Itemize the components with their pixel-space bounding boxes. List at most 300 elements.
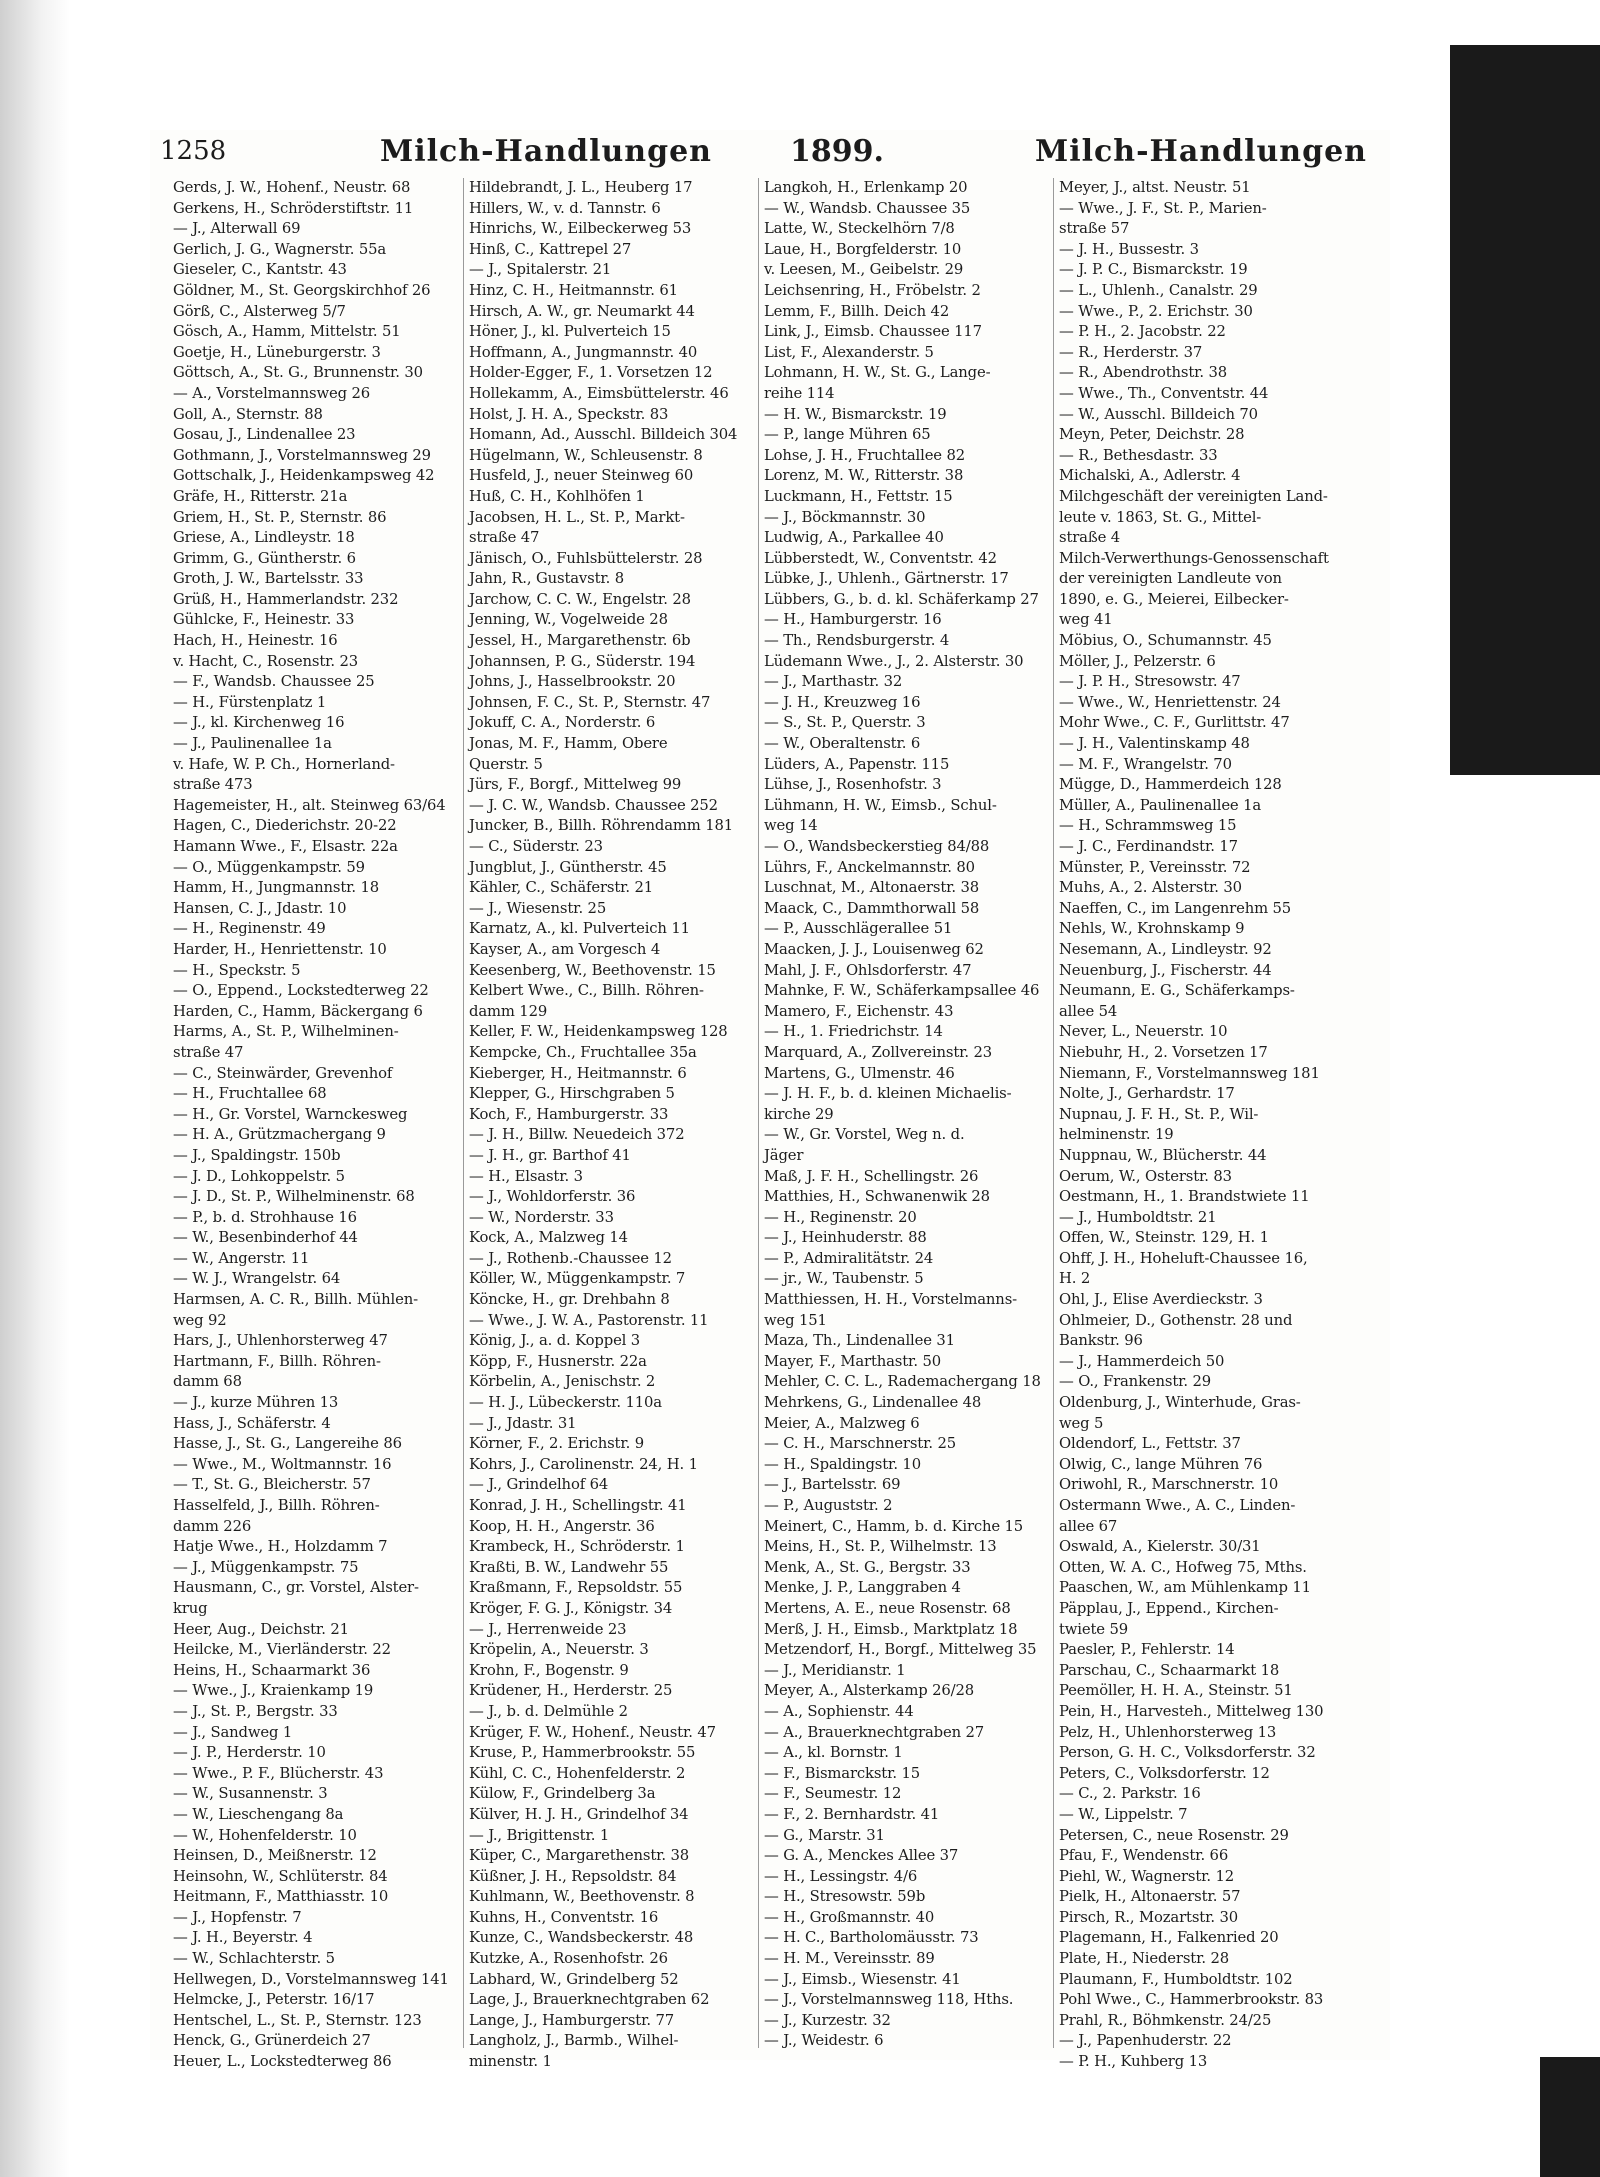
directory-entry: Küßner, J. H., Repsoldstr. 84 xyxy=(469,1867,677,1885)
directory-entry: — J., Rothenb.-Chaussee 12 xyxy=(469,1249,672,1267)
directory-entry: Heer, Aug., Deichstr. 21 xyxy=(173,1620,349,1638)
directory-entry: — H., Großmannstr. 40 xyxy=(764,1908,935,1926)
directory-entry: — H., Gr. Vorstel, Warnckesweg xyxy=(173,1105,408,1123)
directory-entry: — J., Böckmannstr. 30 xyxy=(764,508,926,526)
directory-entry: — C., Süderstr. 23 xyxy=(469,838,603,855)
directory-entry: Oldendorf, L., Fettstr. 37 xyxy=(1059,1435,1241,1453)
directory-entry: Küper, C., Margarethenstr. 38 xyxy=(469,1847,690,1865)
directory-entry: Muhs, A., 2. Alsterstr. 30 xyxy=(1059,879,1242,897)
directory-entry: allee 67 xyxy=(1059,1517,1118,1535)
directory-entry: Mügge, D., Hammerdeich 128 xyxy=(1059,776,1282,794)
directory-entry: Gosau, J., Lindenallee 23 xyxy=(173,426,356,444)
directory-entry: — W. J., Wrangelstr. 64 xyxy=(173,1270,341,1288)
directory-entry: — H., Hamburgerstr. 16 xyxy=(764,611,942,629)
directory-entry: Otten, W. A. C., Hofweg 75, Mths. xyxy=(1059,1558,1307,1576)
directory-entry: — J. H., Valentinskamp 48 xyxy=(1059,735,1250,753)
directory-entry: Lübke, J., Uhlenh., Gärtnerstr. 17 xyxy=(764,570,1009,588)
directory-entry: Meins, H., St. P., Wilhelmstr. 13 xyxy=(764,1538,997,1556)
directory-entry: — J. C. W., Wandsb. Chaussee 252 xyxy=(469,796,718,814)
directory-entry: Pirsch, R., Mozartstr. 30 xyxy=(1059,1908,1239,1926)
directory-entry: Möller, J., Pelzerstr. 6 xyxy=(1059,652,1216,670)
directory-entry: Lage, J., Brauerknechtgraben 62 xyxy=(469,1991,710,2009)
directory-entry: Johannsen, P. G., Süderstr. 194 xyxy=(469,652,696,670)
directory-entry: — J. P. C., Bismarckstr. 19 xyxy=(1059,261,1248,279)
directory-entry: — F., 2. Bernhardstr. 41 xyxy=(764,1805,940,1823)
directory-entry: — J., b. d. Delmühle 2 xyxy=(469,1702,628,1720)
directory-entry: Oriwohl, R., Marschnerstr. 10 xyxy=(1059,1476,1279,1494)
directory-entry: — J. H. F., b. d. kleinen Michaelis- xyxy=(764,1085,1012,1103)
directory-entry: Kraßmann, F., Repsoldstr. 55 xyxy=(469,1579,683,1597)
directory-entry: Oswald, A., Kielerstr. 30/31 xyxy=(1059,1538,1261,1556)
directory-entry: Link, J., Eimsb. Chaussee 117 xyxy=(764,323,982,341)
directory-entry: Luckmann, H., Fettstr. 15 xyxy=(764,487,953,505)
directory-entry: Jenning, W., Vogelweide 28 xyxy=(469,611,668,629)
directory-entry: — J. H., Beyerstr. 4 xyxy=(173,1929,313,1947)
directory-entry: — H. M., Vereinsstr. 89 xyxy=(764,1950,935,1968)
directory-entry: — J. C., Ferdinandstr. 17 xyxy=(1059,838,1238,855)
page-header xyxy=(150,130,1390,180)
directory-entry: Kähler, C., Schäferstr. 21 xyxy=(469,879,654,897)
directory-entry: — H. A., Grützmachergang 9 xyxy=(173,1126,386,1144)
directory-entry: Kelbert Wwe., C., Billh. Röhren- xyxy=(469,982,704,1000)
directory-entry: — W., Gr. Vorstel, Weg n. d. xyxy=(764,1126,965,1144)
directory-entry: damm 129 xyxy=(469,1002,548,1020)
directory-columns xyxy=(168,178,1390,2071)
directory-entry: — O., Müggenkampstr. 59 xyxy=(173,858,365,876)
directory-entry: Meier, A., Malzweg 6 xyxy=(764,1414,920,1432)
directory-entry: Lange, J., Hamburgerstr. 77 xyxy=(469,2011,675,2029)
directory-entry: — Wwe., J., Kraienkamp 19 xyxy=(173,1682,374,1700)
directory-entry: Gerkens, H., Schröderstiftstr. 11 xyxy=(173,199,414,217)
directory-entry: Keesenberg, W., Beethovenstr. 15 xyxy=(469,961,716,979)
directory-entry: Oldenburg, J., Winterhude, Gras- xyxy=(1059,1394,1301,1412)
directory-entry: Michalski, A., Adlerstr. 4 xyxy=(1059,467,1241,485)
directory-entry: Husfeld, J., neuer Steinweg 60 xyxy=(469,467,694,485)
directory-entry: Neuenburg, J., Fischerstr. 44 xyxy=(1059,961,1272,979)
directory-entry: Jänisch, O., Fuhlsbüttelerstr. 28 xyxy=(469,549,703,567)
directory-entry: Harms, A., St. P., Wilhelminen- xyxy=(173,1023,399,1041)
running-title-left: Milch-Handlungen xyxy=(380,134,712,169)
directory-entry: Jessel, H., Margarethenstr. 6b xyxy=(469,632,691,650)
directory-entry: Petersen, C., neue Rosenstr. 29 xyxy=(1059,1826,1289,1844)
directory-entry: Hamm, H., Jungmannstr. 18 xyxy=(173,879,380,897)
directory-entry: Körner, F., 2. Erichstr. 9 xyxy=(469,1435,645,1453)
directory-entry: Köpp, F., Husnerstr. 22a xyxy=(469,1352,647,1370)
directory-entry: reihe 114 xyxy=(764,384,835,402)
directory-entry: Hildebrandt, J. L., Heuberg 17 xyxy=(469,179,693,196)
directory-entry: twiete 59 xyxy=(1059,1620,1128,1638)
directory-entry: straße 47 xyxy=(173,1043,244,1061)
directory-entry: Kieberger, H., Heitmannstr. 6 xyxy=(469,1064,687,1082)
directory-entry: Lüders, A., Papenstr. 115 xyxy=(764,755,950,773)
directory-entry: Hinrichs, W., Eilbeckerweg 53 xyxy=(469,220,692,238)
directory-entry: Görß, C., Alsterweg 5/7 xyxy=(173,302,346,320)
directory-entry: Griem, H., St. P., Sternstr. 86 xyxy=(173,508,387,526)
directory-entry: Kutzke, A., Rosenhofstr. 26 xyxy=(469,1950,668,1968)
directory-entry: Heilcke, M., Vierländerstr. 22 xyxy=(173,1641,391,1659)
directory-entry: — W., Susannenstr. 3 xyxy=(173,1785,328,1803)
directory-entry: — J., Spitalerstr. 21 xyxy=(469,261,612,279)
directory-entry: — P., Auguststr. 2 xyxy=(764,1497,893,1514)
directory-entry: Hirsch, A. W., gr. Neumarkt 44 xyxy=(469,302,695,320)
column-4 xyxy=(1053,178,1348,2071)
directory-entry: — H., Reginenstr. 20 xyxy=(764,1208,917,1226)
directory-entry: krug xyxy=(173,1599,208,1617)
directory-entry: — J., Marthastr. 32 xyxy=(764,673,903,691)
directory-entry: — L., Uhlenh., Canalstr. 29 xyxy=(1059,281,1258,299)
directory-entry: Helmcke, J., Peterstr. 16/17 xyxy=(173,1991,375,2009)
directory-entry: — J., Sandweg 1 xyxy=(173,1723,293,1741)
directory-entry: — J., Herrenweide 23 xyxy=(469,1620,627,1638)
directory-entry: kirche 29 xyxy=(764,1105,834,1123)
directory-entry: Henck, G., Grünerdeich 27 xyxy=(173,2032,371,2050)
directory-entry: Kempcke, Ch., Fruchtallee 35a xyxy=(469,1043,697,1061)
directory-entry: — W., Wandsb. Chaussee 35 xyxy=(764,199,971,217)
directory-entry: Goll, A., Sternstr. 88 xyxy=(173,405,323,423)
directory-entry: Hamann Wwe., F., Elsastr. 22a xyxy=(173,838,398,855)
directory-entry: — F., Seumestr. 12 xyxy=(764,1785,902,1803)
directory-entry: Kock, A., Malzweg 14 xyxy=(469,1229,628,1247)
directory-entry: Maza, Th., Lindenallee 31 xyxy=(764,1332,955,1350)
directory-entry: Johnsen, F. C., St. P., Sternstr. 47 xyxy=(469,693,711,711)
directory-entry: Koch, F., Hamburgerstr. 33 xyxy=(469,1105,669,1123)
directory-entry: Heins, H., Schaarmarkt 36 xyxy=(173,1661,371,1679)
directory-entry: König, J., a. d. Koppel 3 xyxy=(469,1332,641,1350)
directory-entry: Köncke, H., gr. Drehbahn 8 xyxy=(469,1291,670,1309)
directory-entry: weg 14 xyxy=(764,817,818,835)
directory-entry: Kröpelin, A., Neuerstr. 3 xyxy=(469,1641,649,1659)
directory-entry: Mohr Wwe., C. F., Gurlittstr. 47 xyxy=(1059,714,1290,732)
directory-entry: Niemann, F., Vorstelmannsweg 181 xyxy=(1059,1064,1320,1082)
directory-entry: Merß, J. H., Eimsb., Marktplatz 18 xyxy=(764,1620,1018,1638)
directory-entry: Harden, C., Hamm, Bäckergang 6 xyxy=(173,1002,423,1020)
directory-entry: — G., Marstr. 31 xyxy=(764,1826,885,1844)
directory-entry: Möbius, O., Schumannstr. 45 xyxy=(1059,632,1272,650)
directory-entry: — J., Heinhuderstr. 88 xyxy=(764,1229,927,1247)
scan-dark-corner xyxy=(1540,2057,1600,2177)
directory-entry: — P., Ausschlägerallee 51 xyxy=(764,920,953,938)
directory-entry: — H., Fürstenplatz 1 xyxy=(173,693,327,711)
directory-entry: Hars, J., Uhlenhorsterweg 47 xyxy=(173,1332,388,1350)
directory-entry: Bankstr. 96 xyxy=(1059,1332,1143,1350)
directory-entry: — A., Vorstelmannsweg 26 xyxy=(173,384,370,402)
directory-entry: — P., lange Mühren 65 xyxy=(764,426,931,444)
scan-dark-margin xyxy=(1450,45,1600,775)
directory-entry: — J., St. P., Bergstr. 33 xyxy=(173,1702,338,1720)
directory-entry: Olwig, C., lange Mühren 76 xyxy=(1059,1455,1263,1473)
directory-entry: Hellwegen, D., Vorstelmannsweg 141 xyxy=(173,1970,449,1988)
directory-entry: Maack, C., Dammthorwall 58 xyxy=(764,899,980,917)
directory-entry: — O., Wandsbeckerstieg 84/88 xyxy=(764,838,990,855)
directory-entry: Göttsch, A., St. G., Brunnenstr. 30 xyxy=(173,364,423,382)
directory-entry: Leichsenring, H., Fröbelstr. 2 xyxy=(764,281,981,299)
directory-entry: Hoffmann, A., Jungmannstr. 40 xyxy=(469,343,698,361)
directory-entry: H. 2 xyxy=(1059,1270,1091,1288)
directory-entry: Matthies, H., Schwanenwik 28 xyxy=(764,1188,990,1206)
directory-entry: — Wwe., J. W. A., Pastorenstr. 11 xyxy=(469,1311,709,1329)
directory-page xyxy=(150,130,1390,2071)
directory-entry: Ludwig, A., Parkallee 40 xyxy=(764,529,944,547)
directory-entry: Harmsen, A. C. R., Billh. Mühlen- xyxy=(173,1291,418,1309)
directory-entry: — C., 2. Parkstr. 16 xyxy=(1059,1785,1201,1803)
directory-entry: — J., kl. Kirchenweg 16 xyxy=(173,714,345,732)
directory-entry: — J., Wiesenstr. 25 xyxy=(469,899,607,917)
directory-entry: Nehls, W., Krohnskamp 9 xyxy=(1059,920,1245,938)
directory-entry: Oestmann, H., 1. Brandstwiete 11 xyxy=(1059,1188,1310,1206)
directory-entry: — F., Wandsb. Chaussee 25 xyxy=(173,673,375,691)
directory-entry: — H., Stresowstr. 59b xyxy=(764,1888,926,1906)
directory-entry: — J. P. H., Stresowstr. 47 xyxy=(1059,673,1241,691)
directory-entry: Luschnat, M., Altonaerstr. 38 xyxy=(764,879,980,897)
directory-entry: Johns, J., Hasselbrookstr. 20 xyxy=(469,673,676,691)
directory-entry: Lührs, F., Anckelmannstr. 80 xyxy=(764,858,975,876)
directory-entry: — Th., Rendsburgerstr. 4 xyxy=(764,632,950,650)
column-1 xyxy=(168,178,463,2071)
directory-entry: — A., Sophienstr. 44 xyxy=(764,1702,914,1720)
directory-entry: Querstr. 5 xyxy=(469,755,543,773)
directory-entry: — H., 1. Friedrichstr. 14 xyxy=(764,1023,943,1041)
directory-entry: Mamero, F., Eichenstr. 43 xyxy=(764,1002,954,1020)
directory-entry: Gieseler, C., Kantstr. 43 xyxy=(173,261,347,279)
scan-left-edge xyxy=(0,0,70,2177)
directory-entry: — J. H., Bussestr. 3 xyxy=(1059,240,1199,258)
directory-entry: — P., b. d. Strohhause 16 xyxy=(173,1208,357,1226)
directory-entry: Pfau, F., Wendenstr. 66 xyxy=(1059,1847,1229,1865)
directory-entry: Keller, F. W., Heidenkampsweg 128 xyxy=(469,1023,728,1041)
directory-entry: Mehrkens, G., Lindenallee 48 xyxy=(764,1394,982,1412)
directory-entry: Kühl, C. C., Hohenfelderstr. 2 xyxy=(469,1764,686,1782)
directory-entry: Jäger xyxy=(764,1146,804,1164)
directory-entry: Langkoh, H., Erlenkamp 20 xyxy=(764,179,968,196)
directory-entry: Menk, A., St. G., Bergstr. 33 xyxy=(764,1558,971,1576)
directory-entry: Ohl, J., Elise Averdieckstr. 3 xyxy=(1059,1291,1263,1309)
directory-entry: — J., Weidestr. 6 xyxy=(764,2032,884,2050)
directory-entry: Müller, A., Paulinenallee 1a xyxy=(1059,796,1262,814)
column-3 xyxy=(758,178,1053,2048)
directory-entry: Konrad, J. H., Schellingstr. 41 xyxy=(469,1497,687,1514)
directory-entry: — J. H., gr. Barthof 41 xyxy=(469,1146,631,1164)
directory-entry: Marquard, A., Zollvereinstr. 23 xyxy=(764,1043,993,1061)
directory-entry: leute v. 1863, St. G., Mittel- xyxy=(1059,508,1262,526)
directory-entry: — J. H., Billw. Neuedeich 372 xyxy=(469,1126,685,1144)
directory-entry: Gerlich, J. G., Wagnerstr. 55a xyxy=(173,240,387,258)
directory-entry: — J., kurze Mühren 13 xyxy=(173,1394,339,1412)
directory-entry: straße 4 xyxy=(1059,529,1120,547)
directory-entry: — J., Eimsb., Wiesenstr. 41 xyxy=(764,1970,961,1988)
directory-entry: — J., Kurzestr. 32 xyxy=(764,2011,891,2029)
directory-entry: Jungblut, J., Güntherstr. 45 xyxy=(469,858,667,876)
directory-entry: — J., Hammerdeich 50 xyxy=(1059,1352,1225,1370)
directory-entry: Neumann, E. G., Schäferkamps- xyxy=(1059,982,1295,1000)
directory-entry: Meinert, C., Hamm, b. d. Kirche 15 xyxy=(764,1517,1024,1535)
directory-entry: Gräfe, H., Ritterstr. 21a xyxy=(173,487,348,505)
directory-entry: Pein, H., Harvesteh., Mittelweg 130 xyxy=(1059,1702,1324,1720)
directory-entry: — H., Spaldingstr. 10 xyxy=(764,1455,921,1473)
directory-entry: — J., Spaldingstr. 150b xyxy=(173,1146,341,1164)
directory-entry: Pohl Wwe., C., Hammerbrookstr. 83 xyxy=(1059,1991,1324,2009)
directory-entry: damm 226 xyxy=(173,1517,252,1535)
directory-entry: Maß, J. F. H., Schellingstr. 26 xyxy=(764,1167,979,1185)
directory-entry: — F., Bismarckstr. 15 xyxy=(764,1764,921,1782)
directory-entry: Gottschalk, J., Heidenkampsweg 42 xyxy=(173,467,435,485)
directory-entry: Kohrs, J., Carolinenstr. 24, H. 1 xyxy=(469,1455,698,1473)
directory-entry: — H., Schrammsweg 15 xyxy=(1059,817,1237,835)
directory-entry: Holder-Egger, F., 1. Vorsetzen 12 xyxy=(469,364,713,382)
directory-entry: — J., Humboldtstr. 21 xyxy=(1059,1208,1217,1226)
directory-entry: Maacken, J. J., Louisenweg 62 xyxy=(764,940,984,958)
directory-entry: — H., Speckstr. 5 xyxy=(173,961,301,979)
directory-entry: Paesler, P., Fehlerstr. 14 xyxy=(1059,1641,1235,1659)
directory-entry: Körbelin, A., Jenischstr. 2 xyxy=(469,1373,656,1391)
directory-entry: — J. D., Lohkoppelstr. 5 xyxy=(173,1167,345,1185)
directory-entry: Mahnke, F. W., Schäferkampsallee 46 xyxy=(764,982,1040,1000)
directory-entry: Hansen, C. J., Jdastr. 10 xyxy=(173,899,347,917)
directory-entry: — P., Admiralitätstr. 24 xyxy=(764,1249,934,1267)
directory-entry: — J., Meridianstr. 1 xyxy=(764,1661,906,1679)
directory-entry: — J., Brigittenstr. 1 xyxy=(469,1826,610,1844)
directory-entry: Mehler, C. C. L., Rademachergang 18 xyxy=(764,1373,1041,1391)
directory-entry: damm 68 xyxy=(173,1373,242,1391)
directory-entry: Kuhns, H., Conventstr. 16 xyxy=(469,1908,659,1926)
directory-entry: Mahl, J. F., Ohlsdorferstr. 47 xyxy=(764,961,972,979)
directory-entry: Hausmann, C., gr. Vorstel, Alster- xyxy=(173,1579,419,1597)
running-title-right: Milch-Handlungen xyxy=(1035,134,1367,169)
directory-entry: Heuer, L., Lockstedterweg 86 xyxy=(173,2053,392,2071)
directory-entry: Peemöller, H. H. A., Steinstr. 51 xyxy=(1059,1682,1293,1700)
directory-entry: — jr., W., Taubenstr. 5 xyxy=(764,1270,924,1288)
directory-entry: — W., Angerstr. 11 xyxy=(173,1249,310,1267)
directory-entry: Mertens, A. E., neue Rosenstr. 68 xyxy=(764,1599,1011,1617)
directory-entry: Metzendorf, H., Borgf., Mittelweg 35 xyxy=(764,1641,1037,1659)
directory-entry: Harder, H., Henriettenstr. 10 xyxy=(173,940,387,958)
directory-entry: — Wwe., Th., Conventstr. 44 xyxy=(1059,384,1269,402)
directory-entry: — J., Papenhuderstr. 22 xyxy=(1059,2032,1232,2050)
directory-entry: Offen, W., Steinstr. 129, H. 1 xyxy=(1059,1229,1269,1247)
directory-entry: Lohmann, H. W., St. G., Lange- xyxy=(764,364,991,382)
directory-entry: Koop, H. H., Angerstr. 36 xyxy=(469,1517,655,1535)
directory-entry: — O., Eppend., Lockstedterweg 22 xyxy=(173,982,429,1000)
directory-entry: — J., Alterwall 69 xyxy=(173,220,301,238)
directory-entry: Jacobsen, H. L., St. P., Markt- xyxy=(469,508,685,526)
directory-entry: Hass, J., Schäferstr. 4 xyxy=(173,1414,331,1432)
directory-entry: Göldner, M., St. Georgskirchhof 26 xyxy=(173,281,431,299)
directory-entry: — O., Frankenstr. 29 xyxy=(1059,1373,1212,1391)
directory-entry: — H. J., Lübeckerstr. 110a xyxy=(469,1394,662,1412)
directory-entry: — W., Schlachterstr. 5 xyxy=(173,1950,335,1968)
directory-entry: Hartmann, F., Billh. Röhren- xyxy=(173,1352,381,1370)
directory-entry: Nesemann, A., Lindleystr. 92 xyxy=(1059,940,1272,958)
directory-entry: v. Hafe, W. P. Ch., Hornerland- xyxy=(173,755,395,773)
directory-entry: Krüdener, H., Herderstr. 25 xyxy=(469,1682,673,1700)
directory-entry: — P. H., 2. Jacobstr. 22 xyxy=(1059,323,1226,341)
directory-entry: Meyer, J., altst. Neustr. 51 xyxy=(1059,179,1251,196)
directory-entry: Matthiessen, H. H., Vorstelmanns- xyxy=(764,1291,1017,1309)
directory-entry: Külver, H. J. H., Grindelhof 34 xyxy=(469,1805,689,1823)
directory-entry: Lüdemann Wwe., J., 2. Alsterstr. 30 xyxy=(764,652,1024,670)
directory-entry: Menke, J. P., Langgraben 4 xyxy=(764,1579,961,1597)
directory-entry: Lübberstedt, W., Conventstr. 42 xyxy=(764,549,997,567)
directory-entry: Nolte, J., Gerhardstr. 17 xyxy=(1059,1085,1235,1103)
directory-entry: — W., Norderstr. 33 xyxy=(469,1208,614,1226)
directory-entry: — Wwe., M., Woltmannstr. 16 xyxy=(173,1455,392,1473)
directory-entry: — W., Oberaltenstr. 6 xyxy=(764,735,921,753)
directory-entry: helminenstr. 19 xyxy=(1059,1126,1174,1144)
directory-entry: Plate, H., Niederstr. 28 xyxy=(1059,1950,1229,1968)
directory-entry: — H. W., Bismarckstr. 19 xyxy=(764,405,947,423)
directory-entry: Mayer, F., Marthastr. 50 xyxy=(764,1352,941,1370)
directory-entry: — A., Brauerknechtgraben 27 xyxy=(764,1723,985,1741)
directory-entry: Hach, H., Heinestr. 16 xyxy=(173,632,338,650)
directory-entry: Lühmann, H. W., Eimsb., Schul- xyxy=(764,796,997,814)
directory-entry: — H., Reginenstr. 49 xyxy=(173,920,326,938)
directory-entry: Hasse, J., St. G., Langereihe 86 xyxy=(173,1435,402,1453)
directory-entry: allee 54 xyxy=(1059,1002,1118,1020)
directory-entry: — J. D., St. P., Wilhelminenstr. 68 xyxy=(173,1188,415,1206)
directory-entry: Hinß, C., Kattrepel 27 xyxy=(469,240,632,258)
directory-entry: Laue, H., Borgfelderstr. 10 xyxy=(764,240,962,258)
directory-entry: Kunze, C., Wandsbeckerstr. 48 xyxy=(469,1929,694,1947)
column-2 xyxy=(463,178,758,2071)
directory-entry: Münster, P., Vereinsstr. 72 xyxy=(1059,858,1251,876)
directory-entry: Latte, W., Steckelhörn 7/8 xyxy=(764,220,955,238)
directory-entry: Kröger, F. G. J., Königstr. 34 xyxy=(469,1599,673,1617)
directory-entry: weg 151 xyxy=(764,1311,827,1329)
directory-entry: Meyn, Peter, Deichstr. 28 xyxy=(1059,426,1245,444)
directory-entry: Milchgeschäft der vereinigten Land- xyxy=(1059,487,1328,505)
directory-entry: — J., Hopfenstr. 7 xyxy=(173,1908,302,1926)
directory-entry: Paaschen, W., am Mühlenkamp 11 xyxy=(1059,1579,1311,1597)
directory-entry: Kruse, P., Hammerbrookstr. 55 xyxy=(469,1744,696,1762)
directory-entry: Homann, Ad., Ausschl. Billdeich 304 xyxy=(469,426,738,444)
directory-entry: List, F., Alexanderstr. 5 xyxy=(764,343,934,361)
directory-entry: — M. F., Wrangelstr. 70 xyxy=(1059,755,1232,773)
directory-entry: Hügelmann, W., Schleusenstr. 8 xyxy=(469,446,703,464)
directory-entry: Gösch, A., Hamm, Mittelstr. 51 xyxy=(173,323,401,341)
directory-entry: Jürs, F., Borgf., Mittelweg 99 xyxy=(469,776,682,794)
directory-entry: Köller, W., Müggenkampstr. 7 xyxy=(469,1270,686,1288)
directory-entry: Naeffen, C., im Langenrehm 55 xyxy=(1059,899,1292,917)
directory-entry: — W., Hohenfelderstr. 10 xyxy=(173,1826,357,1844)
directory-entry: Person, G. H. C., Volksdorferstr. 32 xyxy=(1059,1744,1316,1762)
directory-entry: 1890, e. G., Meierei, Eilbecker- xyxy=(1059,590,1289,608)
directory-entry: Oerum, W., Osterstr. 83 xyxy=(1059,1167,1232,1185)
directory-entry: Langholz, J., Barmb., Wilhel- xyxy=(469,2032,679,2050)
directory-entry: Labhard, W., Grindelberg 52 xyxy=(469,1970,679,1988)
directory-entry: — J. H., Kreuzweg 16 xyxy=(764,693,921,711)
directory-entry: Krambeck, H., Schröderstr. 1 xyxy=(469,1538,685,1556)
directory-entry: — Wwe., W., Henriettenstr. 24 xyxy=(1059,693,1281,711)
directory-entry: Krohn, F., Bogenstr. 9 xyxy=(469,1661,629,1679)
directory-entry: — A., kl. Bornstr. 1 xyxy=(764,1744,903,1762)
directory-entry: Krüger, F. W., Hohenf., Neustr. 47 xyxy=(469,1723,716,1741)
directory-entry: Huß, C. H., Kohlhöfen 1 xyxy=(469,487,645,505)
directory-entry: straße 473 xyxy=(173,776,253,794)
directory-entry: — Wwe., J. F., St. P., Marien- xyxy=(1059,199,1267,217)
directory-entry: Meyer, A., Alsterkamp 26/28 xyxy=(764,1682,975,1700)
directory-entry: Kayser, A., am Vorgesch 4 xyxy=(469,940,661,958)
directory-entry: straße 47 xyxy=(469,529,540,547)
directory-entry: Plaumann, F., Humboldtstr. 102 xyxy=(1059,1970,1293,1988)
directory-entry: Juncker, B., Billh. Röhrendamm 181 xyxy=(469,817,733,835)
directory-entry: Hagemeister, H., alt. Steinweg 63/64 xyxy=(173,796,446,814)
directory-entry: Lohse, J. H., Fruchtallee 82 xyxy=(764,446,965,464)
directory-entry: Groth, J. W., Bartelsstr. 33 xyxy=(173,570,364,588)
directory-entry: Höner, J., kl. Pulverteich 15 xyxy=(469,323,671,341)
directory-entry: Hillers, W., v. d. Tannstr. 6 xyxy=(469,199,661,217)
directory-entry: v. Leesen, M., Geibelstr. 29 xyxy=(764,261,964,279)
directory-entry: — Wwe., P. F., Blücherstr. 43 xyxy=(173,1764,384,1782)
directory-entry: Gothmann, J., Vorstelmannsweg 29 xyxy=(173,446,431,464)
